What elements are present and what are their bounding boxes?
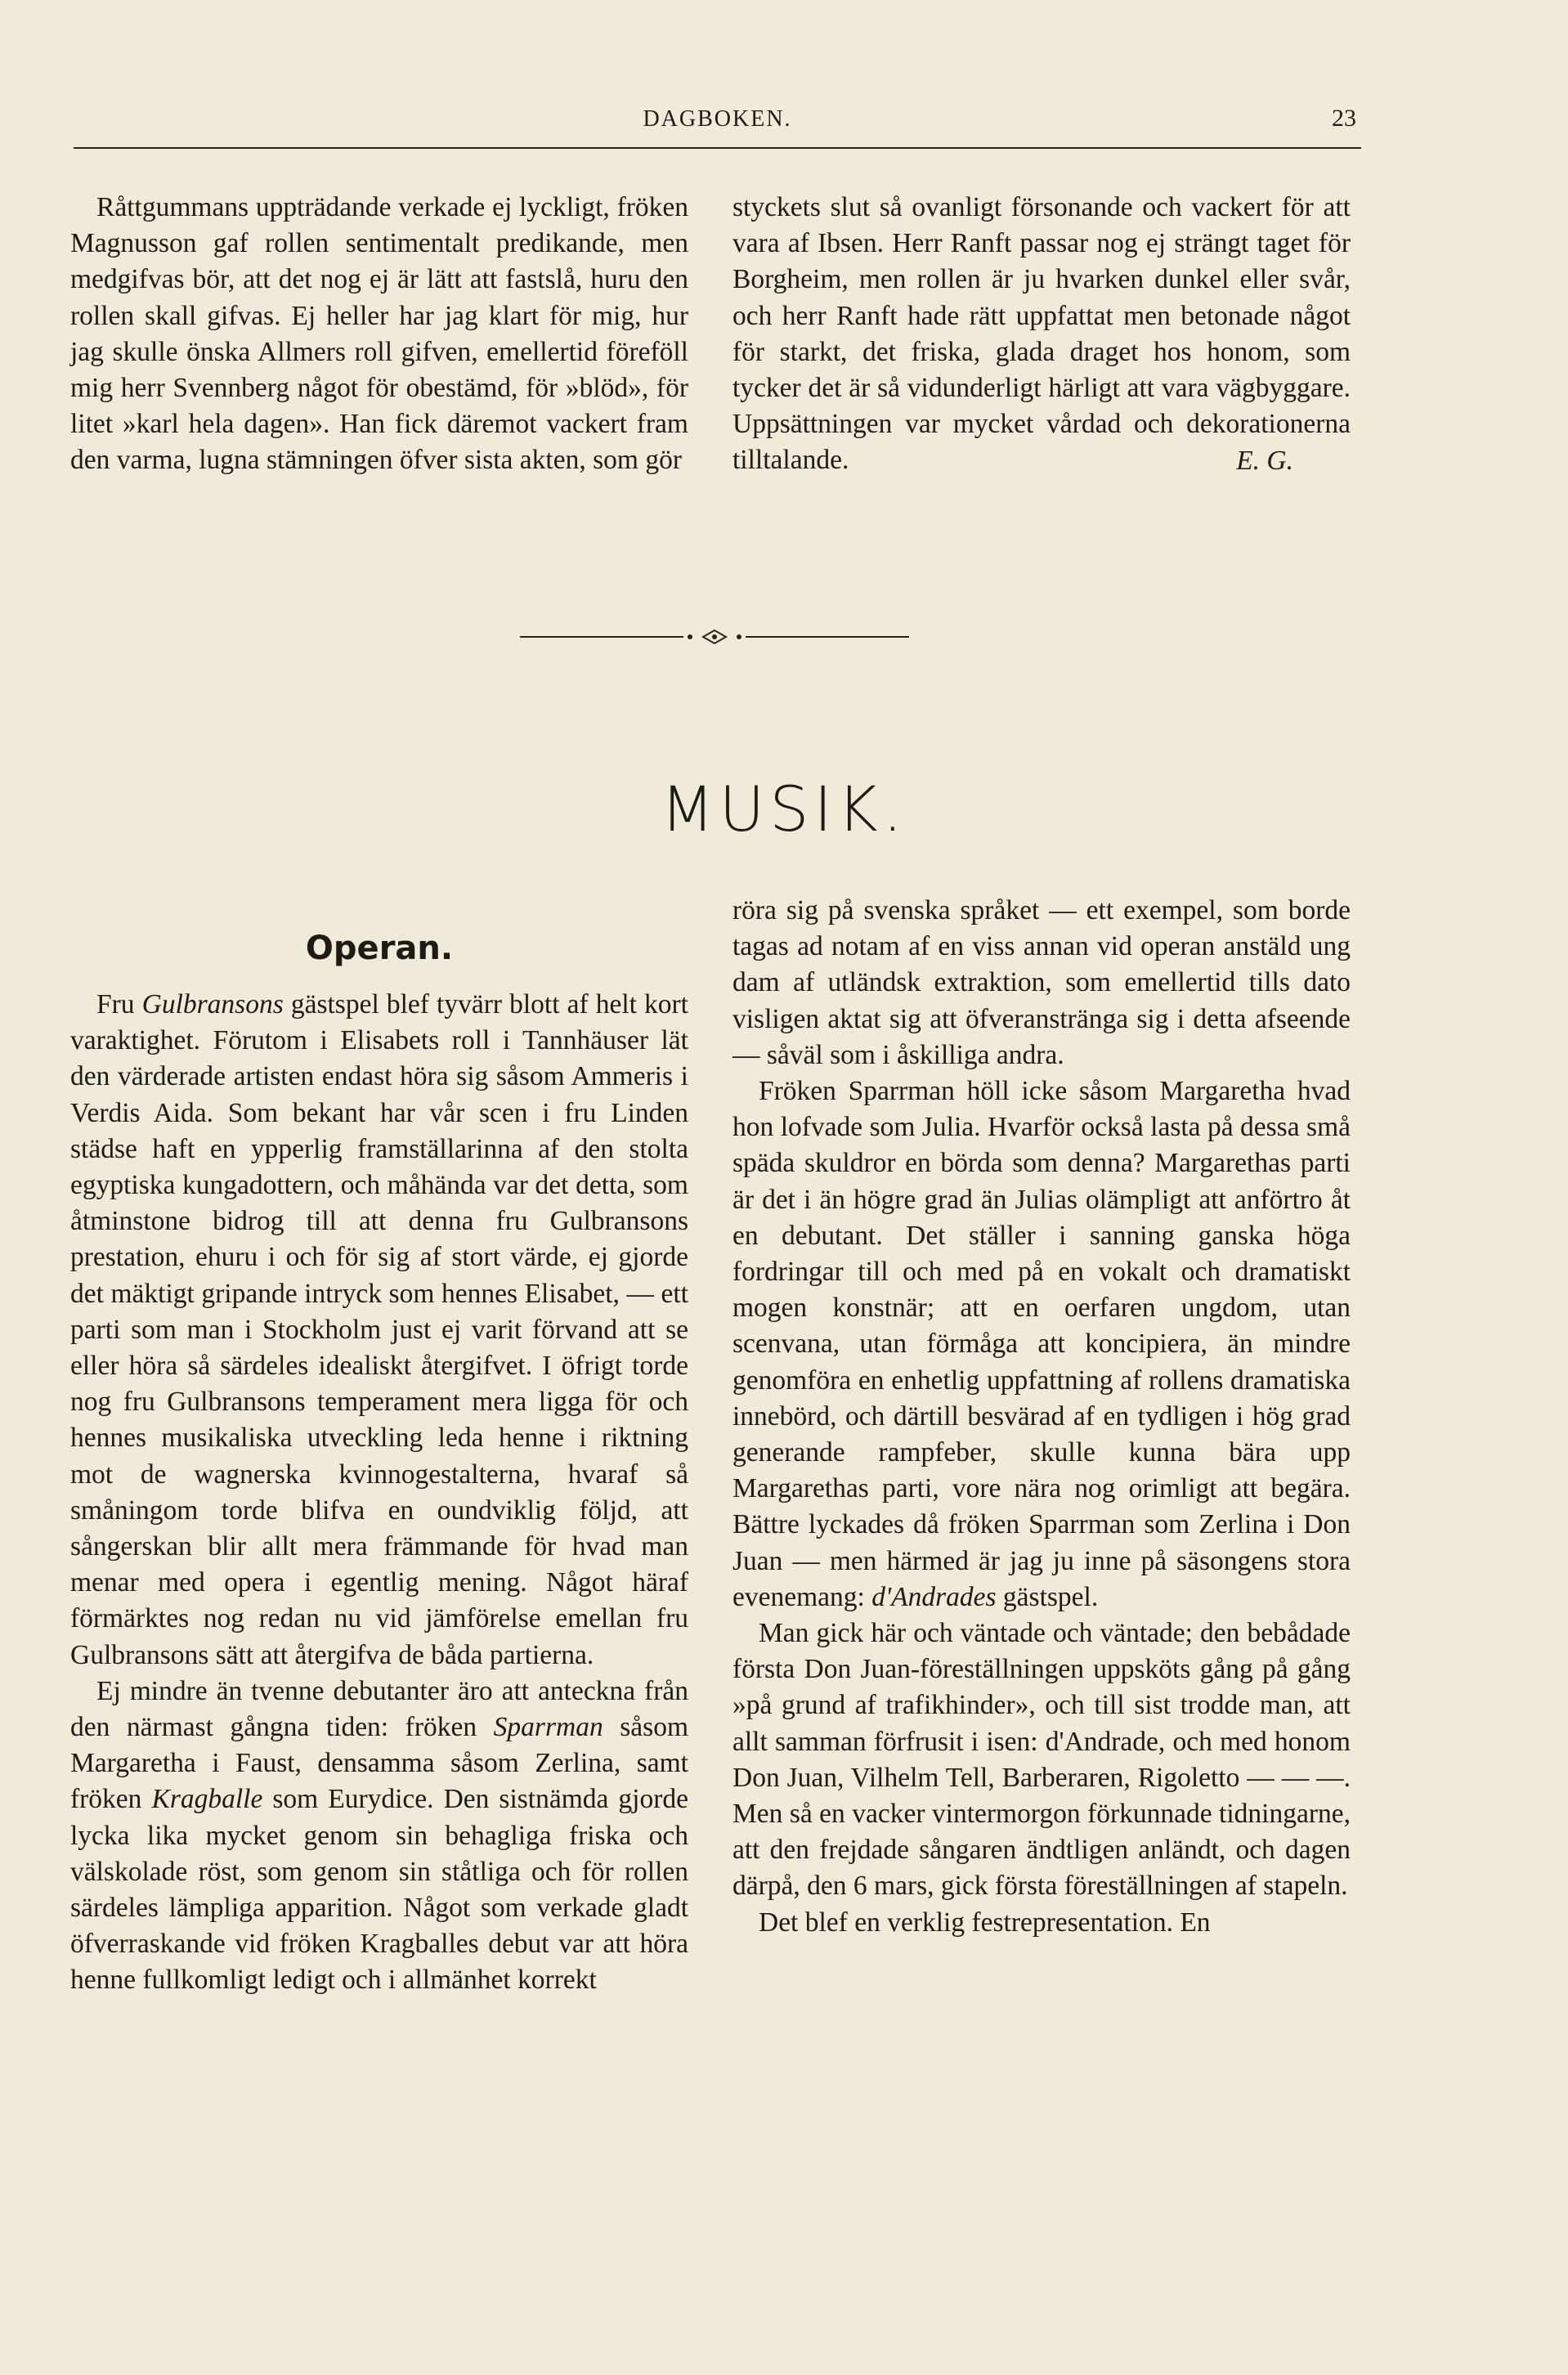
section-divider-ornament (520, 625, 909, 649)
theatre-paragraph: styckets slut så ovanligt försonande och vackert för att vara af Ibsen. Herr Ranft passar nog ej strängt taget för Borgheim, men rollen är ju hvarken dunkel eller svår, och herr Ranft hade rätt uppfattat men betonade något för starkt, det friska, glada draget hos honom, som tycker det är så vidunderligt härligt att vara vägbyggare. Uppsättningen var mycket vårdad och dekorationerna tilltalande. (732, 192, 1351, 476)
music-left-column (70, 928, 688, 1999)
name-italic: Sparrman (493, 1712, 603, 1743)
music-paragraph: Fru Gulbransons gästspel blef tyvärr blott af helt kort varaktighet. Förutom i Elisabets roll i Tannhäuser lät den värderade artisten endast höra sig såsom Ammeris i Verdis Aida. Som bekant har vår scen i fru Linden städse haft en ypperlig framställarinna af den stolta egyptiska kungadottern, och måhända var det detta, som åtminstone bidrog till att denna fru Gulbransons prestation, ehuru i och för sig af stort värde, ej gjorde det mäktigt gripande intryck som hennes Elisabet, — ett parti som man i Stockholm just ej varit förvand att se eller höra så särdeles idealiskt återgifvet. I öfrigt torde nog fru Gulbransons temperament mera ligga för och hennes musikaliska utveckling leda henne i riktning mot de wagnerska kvinnogestalterna, hvaraf så småningom torde blifva en oundviklig följd, att sångerskan blir allt mera främmande för hvad man menar med opera i egentlig mening. Något häraf förmärktes nog redan nu vid jämförelse emellan fru Gulbransons sätt att återgifva de båda partierna. (70, 989, 688, 1670)
theatre-paragraph: Råttgummans uppträdande verkade ej lyckligt, fröken Magnusson gaf rollen sentimentalt predikande, men medgifvas bör, att det nog ej är lätt att fastslå, huru den rollen skall gifvas. Ej heller har jag klart för mig, hur jag skulle önska Allmers roll gifven, emellertid föreföll mig herr Svennberg något för obestämd, för »blöd», för litet »karl hela dagen». Han fick däremot vackert fram den varma, lugna stämningen öfver sista akten, som gör (70, 192, 688, 476)
music-paragraph: Ej mindre än tvenne debutanter äro att anteckna från den närmast gångna tiden: fröken Sparrman såsom Margaretha i Faust, densamma såsom Zerlina, samt fröken Kragballe som Eurydice. Den sistnämda gjorde lycka lika mycket genom sin behagliga friska och välskolade röst, som genom sin ståtliga och för rollen särdeles lämpliga apparition. Något som verkade gladt öfverraskande vid fröken Kragballes debut var att höra henne fullkomligt ledigt och i allmänhet korrekt (70, 1675, 689, 1996)
page-number: 23 (1332, 105, 1356, 132)
theatre-review-right-column (732, 190, 1351, 479)
running-header (74, 105, 1361, 149)
subheading: Operan. (305, 930, 454, 967)
music-paragraph: röra sig på svenska språket — ett exempel, som borde tagas ad notam af en viss annan vid operan anstäld ung dam af utländsk extraktion, som emellertid tills dato visligen aktat sig att öfveranstränga sig i detta afseende — såväl som i åskilliga andra. (732, 895, 1351, 1070)
music-paragraph: Fröken Sparrman höll icke såsom Margaretha hvad hon lofvade som Julia. Hvarför också lasta på dessa små späda skuldror en börda som denna? Margarethas parti är det i än högre grad än Julias olämpligt att anförtro åt en debutant. Det ställer i sanning ganska höga fordringar till och med på en vokalt och dramatiskt mogen konstnär; att en oerfaren ungdom, utan scenvana, utan förmåga att koncipiera, än mindre genomföra en enhetlig uppfattning af rollens dramatiska innebörd, och därtill besvärad af en tydligen i hög grad generande rampfeber, skulle kunna bära upp Margarethas parti, vore nära nog orimligt att begära. Bättre lyckades då fröken Sparrman som Zerlina i Don Juan — men härmed är jag ju inne på säsongens stora evenemang: d'Andrades gästspel. (732, 1076, 1351, 1612)
theatre-review-left-column (70, 190, 688, 479)
music-paragraph: Man gick här och väntade och väntade; den bebådade första Don Juan-föreställningen uppsköts gång på gång »på grund af trafikhinder», och till sist trodde man, att allt samman förfrusit i isen: d'Andrade, och med honom Don Juan, Vilhelm Tell, Barberaren, Rigoletto — — —. Men så en vacker vintermorgon förkunnade tidningarne, att den frejdade sångaren ändtligen anländt, och dagen därpå, den 6 mars, gick första föreställningen af stapeln. (732, 1618, 1351, 1902)
music-right-column (732, 893, 1351, 1941)
section-title: MUSIK. (661, 773, 907, 845)
name-italic: Gulbransons (141, 989, 284, 1019)
music-paragraph: Det blef en verklig festrepresentation. En (759, 1907, 1211, 1938)
header-title: DAGBOKEN. (643, 106, 792, 132)
signature: E. G. (1236, 445, 1293, 476)
name-italic: Kragballe (151, 1784, 263, 1815)
name-italic: d'Andrades (871, 1581, 997, 1612)
